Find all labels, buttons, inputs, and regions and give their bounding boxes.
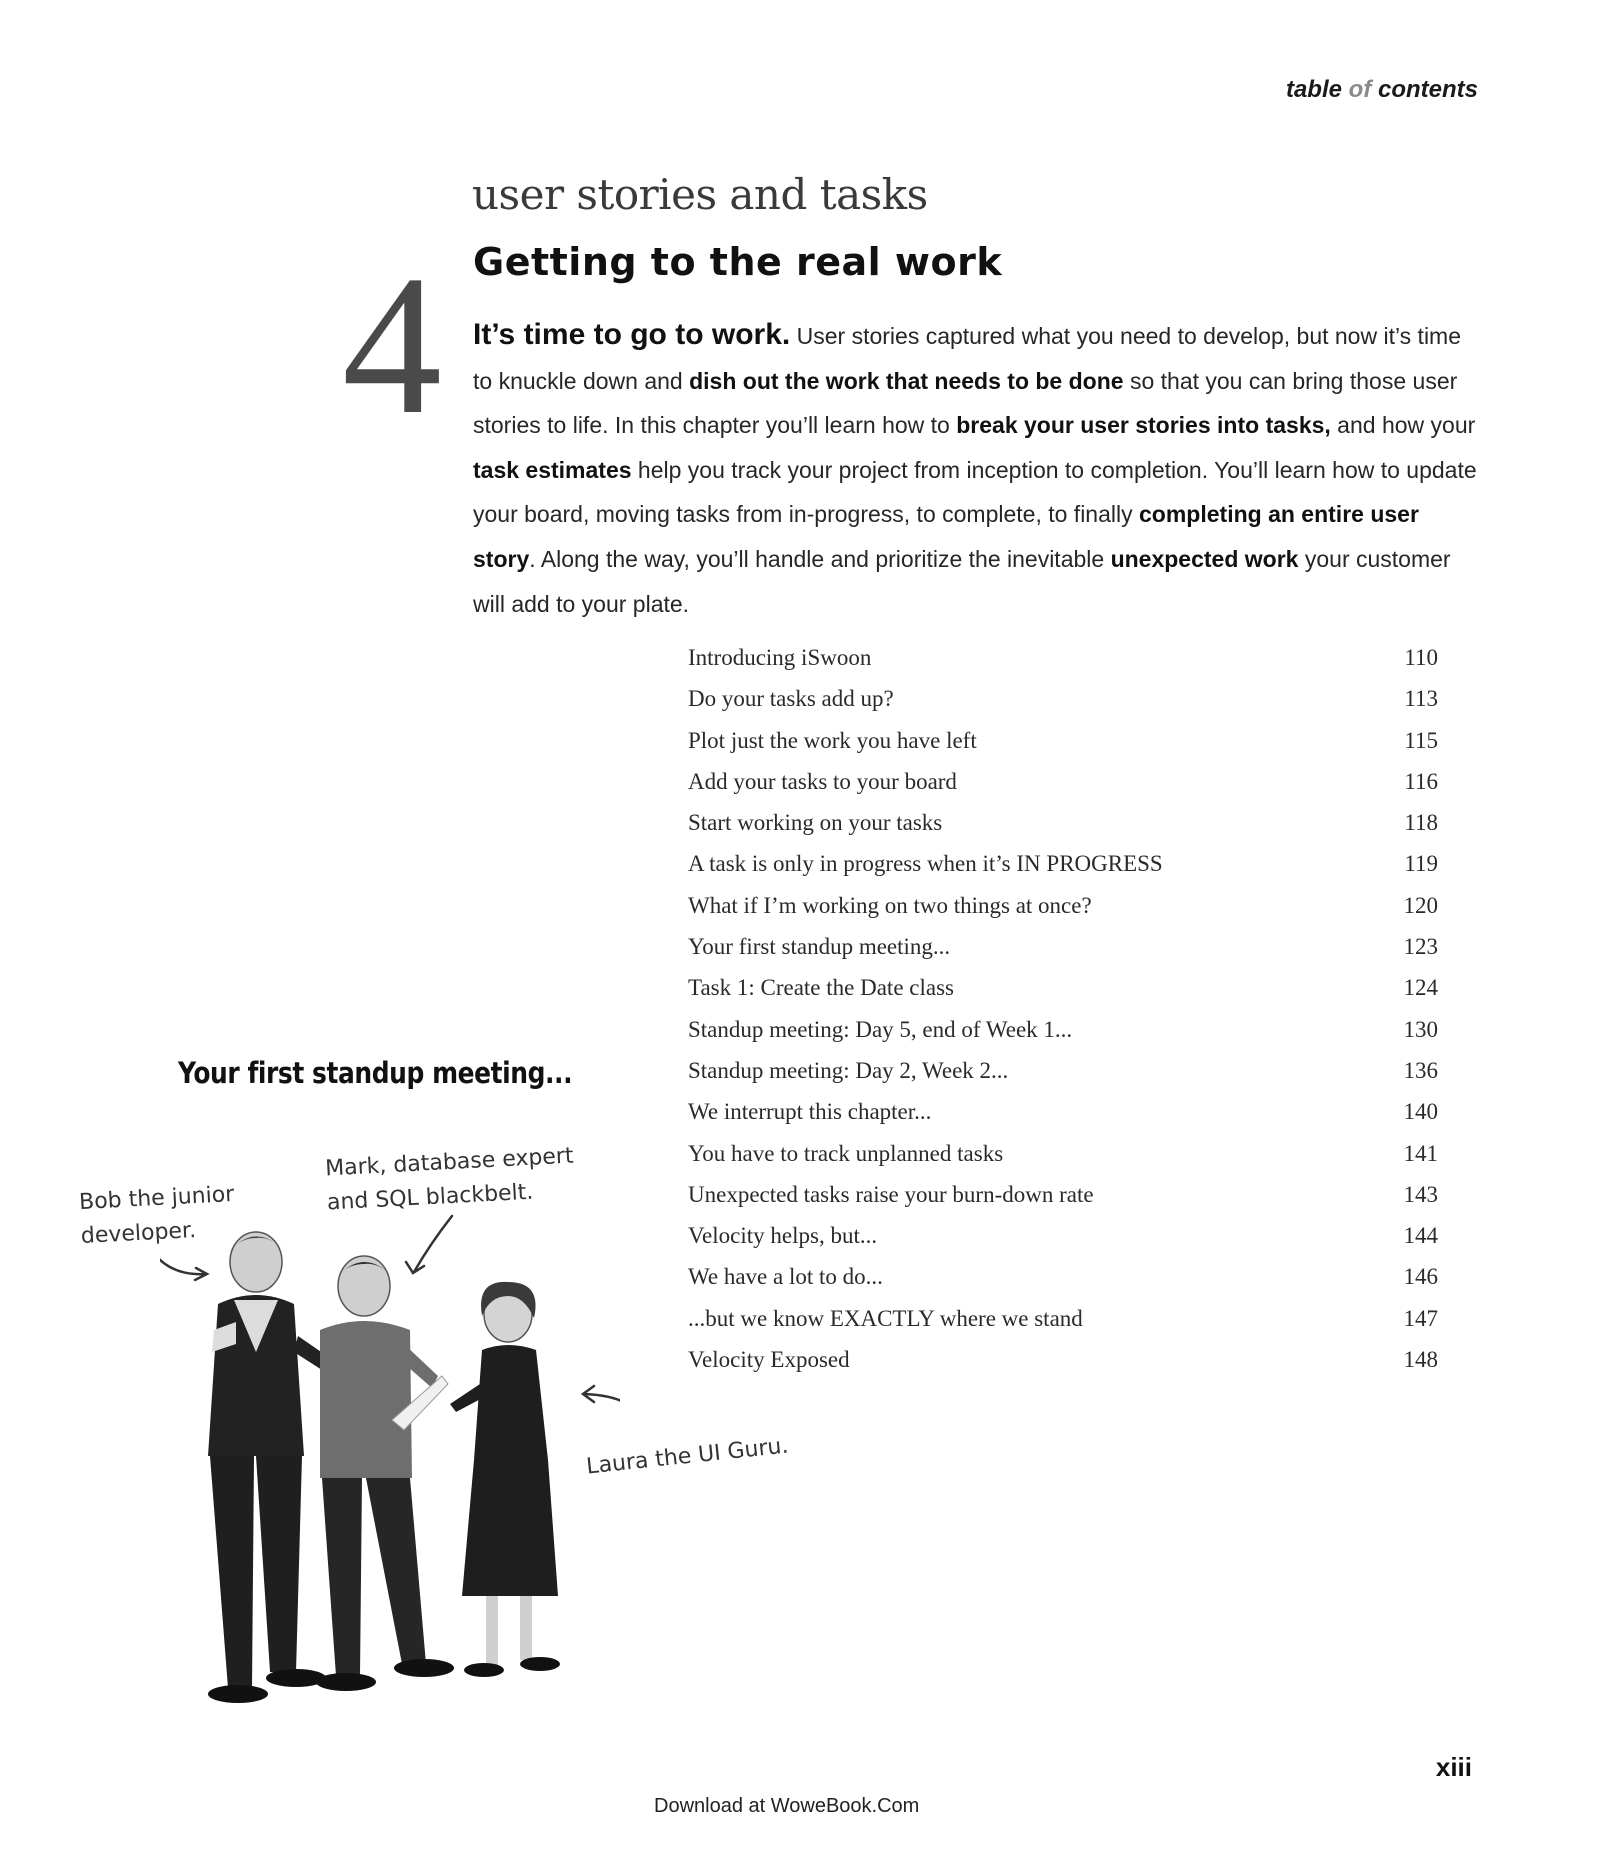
toc-entry[interactable] <box>688 810 1438 851</box>
toc-entry-page: 146 <box>1403 1264 1438 1290</box>
toc-entry-page: 118 <box>1404 810 1438 836</box>
header-text-table: table <box>1285 76 1349 103</box>
toc-entry-page: 123 <box>1403 934 1438 960</box>
toc-entry-page: 120 <box>1403 892 1438 918</box>
intro-emphasis: completing an entire user story <box>473 501 1419 572</box>
toc-entry[interactable] <box>688 893 1438 934</box>
toc-entry[interactable] <box>688 1141 1438 1182</box>
toc-entry-page: 119 <box>1404 851 1438 877</box>
toc-entry-title: Plot just the work you have left <box>688 727 977 753</box>
toc-entry-title: A task is only in progress when it’s IN PROGRESS <box>688 851 1163 877</box>
toc-entry-title: Your first standup meeting... <box>688 934 951 960</box>
intro-text: User stories captured what you need to develop, but now it’s time to knuckle down and <box>473 323 1462 394</box>
callout-mark-line: and SQL blackbelt. <box>326 1179 534 1216</box>
person-laura <box>450 1282 560 1677</box>
toc-entry-title: We have a lot to do... <box>688 1264 883 1290</box>
intro-emphasis: break your user stories into tasks, <box>956 412 1331 439</box>
intro-emphasis: unexpected work <box>1110 545 1299 572</box>
toc-entry[interactable] <box>688 851 1438 892</box>
running-header <box>1286 76 1478 104</box>
toc-entry-page: 136 <box>1403 1057 1438 1083</box>
illustration-title: Your first standup meeting... <box>178 1056 573 1090</box>
intro-text: and how your <box>1330 412 1476 439</box>
callout-bob-line: developer. <box>80 1218 197 1250</box>
toc-entry-title: Do your tasks add up? <box>688 686 894 712</box>
toc-entry-page: 143 <box>1403 1181 1438 1207</box>
toc-entry-title: We interrupt this chapter... <box>688 1099 932 1125</box>
toc-entry[interactable] <box>688 1017 1438 1058</box>
toc-entry-page: 148 <box>1403 1347 1438 1373</box>
toc-entry[interactable] <box>688 975 1438 1016</box>
arrow-mark <box>414 1216 452 1272</box>
callout-mark-line: Mark, database expert <box>324 1143 575 1182</box>
toc-entry-page: 124 <box>1403 975 1438 1001</box>
intro-lead: It’s time to go to work. <box>473 318 791 351</box>
chapter-number: 4 <box>342 235 436 456</box>
toc-entry-title: Standup meeting: Day 5, end of Week 1... <box>688 1016 1073 1042</box>
footer-credit: Download at WoweBook.Com <box>654 1795 920 1817</box>
arrow-mark-head <box>406 1262 424 1273</box>
toc-entry-title: ...but we know EXACTLY where we stand <box>688 1305 1083 1331</box>
toc-entry-page: 144 <box>1403 1223 1438 1249</box>
toc-entry-page: 110 <box>1404 645 1438 670</box>
toc-list <box>688 645 1438 1388</box>
toc-entry-title: Task 1: Create the Date class <box>688 975 954 1001</box>
toc-entry[interactable] <box>688 769 1438 810</box>
intro-text: your customer will add to your plate. <box>473 545 1451 617</box>
toc-entry-title: Add your tasks to your board <box>688 768 957 794</box>
callout-bob-line: Bob the junior <box>78 1181 235 1216</box>
toc-entry-page: 130 <box>1403 1016 1438 1042</box>
toc-entry-title: Start working on your tasks <box>688 810 943 836</box>
header-text-contents: contents <box>1371 76 1478 103</box>
intro-text: . Along the way, you’ll handle and prioritize the inevitable <box>529 545 1111 572</box>
arrow-bob <box>160 1258 206 1274</box>
intro-emphasis: dish out the work that needs to be done <box>689 367 1124 394</box>
person-mark <box>316 1256 454 1691</box>
toc-entry-title: Unexpected tasks raise your burn-down rate <box>688 1181 1094 1207</box>
toc-entry-title: Standup meeting: Day 2, Week 2... <box>688 1057 1009 1083</box>
toc-entry-title: Velocity Exposed <box>688 1347 850 1373</box>
toc-entry[interactable] <box>688 1347 1438 1388</box>
toc-entry[interactable] <box>688 1099 1438 1140</box>
toc-entry[interactable] <box>688 934 1438 975</box>
toc-entry[interactable] <box>688 1306 1438 1347</box>
toc-entry[interactable] <box>688 686 1438 727</box>
toc-entry-page: 141 <box>1403 1140 1438 1166</box>
toc-entry-page: 140 <box>1403 1099 1438 1125</box>
toc-entry[interactable] <box>688 1223 1438 1264</box>
toc-entry-page: 115 <box>1404 727 1438 753</box>
chapter-intro-paragraph <box>473 313 1483 626</box>
intro-emphasis: task estimates <box>473 456 632 483</box>
toc-entry-page: 116 <box>1404 768 1438 794</box>
callout-laura: Laura the UI Guru. <box>585 1433 790 1480</box>
intro-text: so that you can bring those user stories to life. In this chapter you’ll learn how to <box>473 367 1458 439</box>
standup-meeting-photo <box>160 1180 620 1720</box>
toc-entry-title: Velocity helps, but... <box>688 1223 878 1249</box>
chapter-label: user stories and tasks <box>472 170 928 219</box>
toc-entry-title: Introducing iSwoon <box>688 645 872 670</box>
toc-entry[interactable] <box>688 1182 1438 1223</box>
chapter-title: Getting to the real work <box>473 240 1003 284</box>
toc-entry[interactable] <box>688 1264 1438 1305</box>
toc-entry[interactable] <box>688 1058 1438 1099</box>
toc-entry[interactable] <box>688 728 1438 769</box>
header-text-of: of <box>1348 76 1372 103</box>
toc-entry-title: What if I’m working on two things at once? <box>688 892 1092 918</box>
toc-entry-page: 147 <box>1403 1305 1438 1331</box>
toc-entry-page: 113 <box>1404 686 1438 712</box>
intro-text: help you track your project from inception to completion. You’ll learn how to update your board, moving tasks from in-progress, to complete, to finally <box>473 456 1477 528</box>
toc-entry-title: You have to track unplanned tasks <box>688 1140 1004 1166</box>
toc-entry[interactable] <box>688 645 1438 686</box>
page-number: xiii <box>1435 1752 1472 1782</box>
